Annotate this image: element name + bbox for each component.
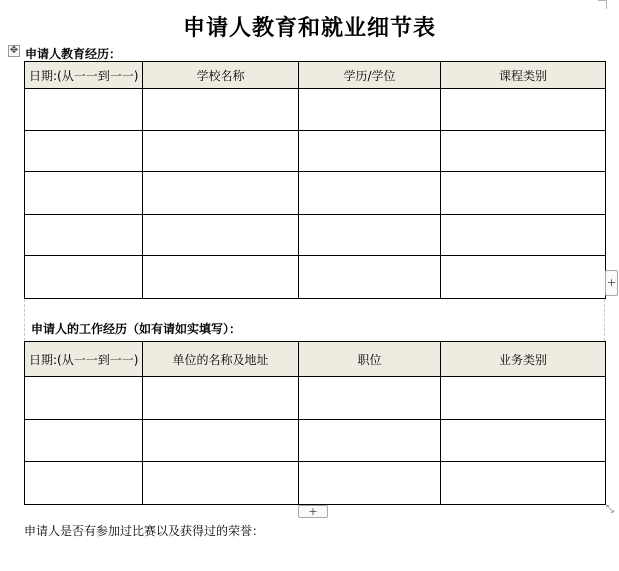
plus-icon: + <box>308 505 318 518</box>
plus-icon: + <box>606 276 617 289</box>
table-move-handle[interactable] <box>8 45 20 57</box>
table-row <box>25 215 606 256</box>
table-cell[interactable] <box>299 377 441 420</box>
education-header-degree: 学历/学位 <box>299 62 441 89</box>
table-cell[interactable] <box>143 377 299 420</box>
work-table <box>24 341 606 505</box>
table-row <box>25 377 606 420</box>
table-cell[interactable] <box>143 215 299 256</box>
table-cell[interactable] <box>299 131 441 172</box>
table-cell[interactable] <box>25 420 143 462</box>
add-column-button[interactable] <box>605 270 618 296</box>
table-cell[interactable] <box>25 377 143 420</box>
resize-icon: ⤡ <box>606 504 614 515</box>
table-cell[interactable] <box>143 89 299 131</box>
table-cell[interactable] <box>25 131 143 172</box>
table-cell[interactable] <box>441 215 606 256</box>
table-cell[interactable] <box>25 215 143 256</box>
table-row <box>25 89 606 131</box>
table-cell[interactable] <box>299 420 441 462</box>
table-cell[interactable] <box>25 256 143 299</box>
table-cell[interactable] <box>299 256 441 299</box>
table-cell[interactable] <box>25 462 143 505</box>
table-row <box>25 462 606 505</box>
table-cell[interactable] <box>143 256 299 299</box>
table-cell[interactable] <box>143 131 299 172</box>
education-header-course: 课程类别 <box>441 62 606 89</box>
table-cell[interactable] <box>143 420 299 462</box>
education-table <box>24 61 606 299</box>
table-row <box>25 256 606 299</box>
work-header-business-type: 业务类别 <box>441 342 606 377</box>
page-corner-marker <box>598 0 607 9</box>
work-section-label: 申请人的工作经历（如有请如实填写）： <box>31 322 242 336</box>
table-row <box>25 420 606 462</box>
table-cell[interactable] <box>441 172 606 215</box>
education-header-date: 日期:(从一一到一一) <box>25 62 143 89</box>
add-row-button[interactable] <box>298 505 328 518</box>
education-header-row <box>25 62 606 89</box>
table-cell[interactable] <box>441 377 606 420</box>
table-row <box>25 131 606 172</box>
table-cell[interactable] <box>441 89 606 131</box>
table-cell[interactable] <box>299 172 441 215</box>
table-cell[interactable] <box>299 89 441 131</box>
work-header-position: 职位 <box>299 342 441 377</box>
table-cell[interactable] <box>143 172 299 215</box>
gap-guide-right <box>604 299 605 341</box>
table-cell[interactable] <box>143 462 299 505</box>
table-cell[interactable] <box>25 89 143 131</box>
table-cell[interactable] <box>299 215 441 256</box>
table-cell[interactable] <box>441 256 606 299</box>
work-header-employer: 单位的名称及地址 <box>143 342 299 377</box>
table-resize-handle[interactable] <box>604 504 616 516</box>
awards-prompt: 申请人是否有参加过比赛以及获得过的荣誉： <box>24 524 265 538</box>
table-cell[interactable] <box>441 131 606 172</box>
work-header-row <box>25 342 606 377</box>
table-row <box>25 172 606 215</box>
table-cell[interactable] <box>299 462 441 505</box>
table-cell[interactable] <box>25 172 143 215</box>
table-cell[interactable] <box>441 420 606 462</box>
education-section-label: 申请人教育经历： <box>25 47 122 61</box>
education-header-school: 学校名称 <box>143 62 299 89</box>
gap-guide-left <box>24 299 25 341</box>
work-header-date: 日期:(从一一到一一) <box>25 342 143 377</box>
table-cell[interactable] <box>441 462 606 505</box>
page-title: 申请人教育和就业细节表 <box>182 15 436 41</box>
move-icon: ✥ <box>9 45 19 56</box>
